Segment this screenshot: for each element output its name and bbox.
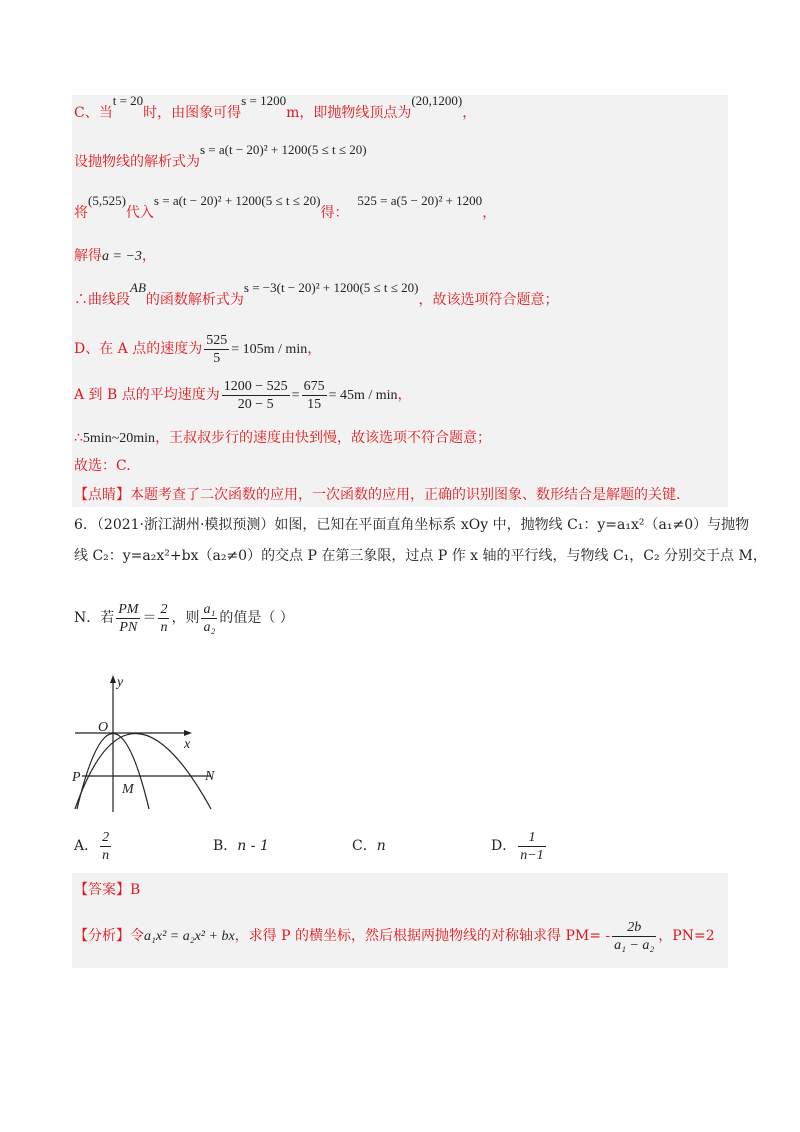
x-axis-arrow xyxy=(184,730,192,736)
key-point-comment: 【点睛】本题考查了二次函数的应用，一次函数的应用，正确的识别图象、数形结合是解题的关键. xyxy=(74,487,681,503)
label-p: P xyxy=(72,770,81,785)
option-c-line-2: 设抛物线的解析式为s = a(t − 20)² + 1200(5 ≤ t ≤ 20) xyxy=(74,142,367,170)
fraction-a1-a2: $\frac{\text{a₁}}{\text{a₂}}$ xyxy=(203,601,216,635)
parabola-c2 xyxy=(75,734,211,810)
label-x: x xyxy=(184,737,191,752)
fraction: $\frac{1200 - 525}{20 - 5}$ xyxy=(223,378,288,412)
option-c-line-4: 解得a = −3， xyxy=(74,248,156,264)
question-6-line-1: 6．（2021·浙江湖州·模拟预测）如图，已知在平面直角坐标系 xOy 中，抛物线 C₁：y=a₁x²（a₁≠0）与抛物 xyxy=(74,517,750,533)
option-c-line-5: ∴曲线段AB的函数解析式为s = −3(t − 20)² + 1200(5 ≤ t ≤ 20)，故该选项符合题意； xyxy=(74,280,559,308)
question-6-line-3: N．若 $\frac{PM}{PN}$ ＝ $\frac{2}{n}$ ，则 $\frac{\text{a₁}}{\text{a₂}}$ 的值是（ ） xyxy=(74,601,294,635)
parabola-graph xyxy=(70,672,220,814)
y-axis-arrow xyxy=(110,675,116,683)
option-d-line-2: A 到 B 点的平均速度为 $\frac{1200 - 525}{20 - 5}$ = $\frac{675}{15}$ = 45m / min， xyxy=(74,378,412,412)
answer-line: 【答案】B xyxy=(74,882,141,898)
fraction-pm-pn: $\frac{PM}{PN}$ xyxy=(118,601,139,635)
fraction-2b: $\frac{2b}{\text{a₁ − a₂}}$ xyxy=(614,919,655,953)
analysis-line: 【分析】令a₁x² = a₂x² + bx，求得 P 的横坐标，然后根据两抛物线的对称轴求得 PM= - $\frac{2b}{\text{a₁ − a₂}}$ ，PN=2 xyxy=(74,919,715,953)
option-c[interactable]: C．n xyxy=(352,838,386,854)
fraction: $\frac{525}{5}$ xyxy=(206,332,228,366)
question-6-line-2: 线 C₂：y=a₂x²+bx（a₂≠0）的交点 P 在第三象限，过点 P 作 x 轴的平行线，与物线 C₁，C₂ 分别交于点 M， xyxy=(74,548,767,564)
option-b[interactable]: B．n - 1 xyxy=(213,838,269,854)
fraction-2-n: $\frac{2}{n}$ xyxy=(160,601,168,635)
label-m: M xyxy=(122,782,134,797)
option-c-line-3: 将(5,525)代入s = a(t − 20)² + 1200(5 ≤ t ≤ 20)得： 525 = a(5 − 20)² + 1200， xyxy=(74,193,497,221)
fraction: $\frac{675}{15}$ xyxy=(303,378,325,412)
label-y: y xyxy=(117,675,124,690)
fraction: $\frac{1}{n-1}$ xyxy=(520,829,544,863)
option-c-line-1: C、当t = 20时，由图象可得s = 1200m，即抛物线顶点为(20,1200)， xyxy=(74,93,477,121)
option-d[interactable]: D． $\frac{1}{n-1}$ xyxy=(491,829,544,863)
option-d-line-3: ∴5min~20min，王叔叔步行的速度由快到慢，故该选项不符合题意； xyxy=(74,430,492,446)
option-a[interactable]: A． $\frac{2}{n}$ xyxy=(74,829,110,863)
final-choice: 故选：C. xyxy=(74,458,131,474)
label-o: O xyxy=(98,720,109,735)
option-d-line-1: D、在 A 点的速度为 $\frac{525}{5}$ = 105m / min， xyxy=(74,332,322,366)
label-n: N xyxy=(205,769,215,784)
fraction: $\frac{2}{n}$ xyxy=(102,829,110,863)
